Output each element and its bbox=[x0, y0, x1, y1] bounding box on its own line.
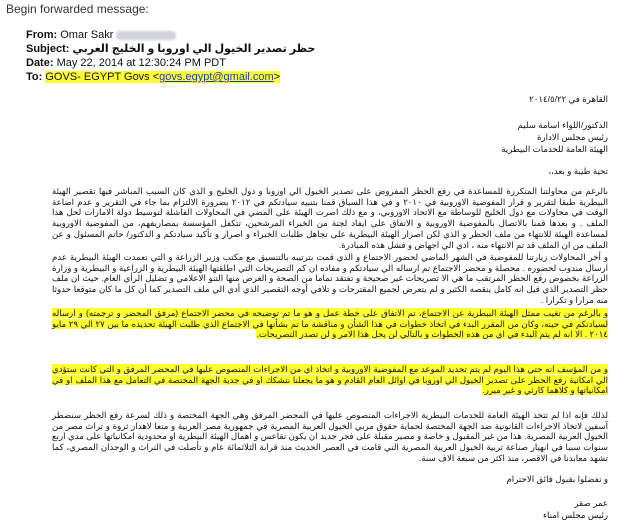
recipient-line-1: الدكتور/اللواء اسامة سليم bbox=[517, 120, 608, 130]
redacted-email bbox=[116, 31, 176, 40]
to-email-link[interactable]: govs.egypt@gmail.com bbox=[159, 71, 274, 83]
from-name[interactable]: Omar Sakr bbox=[60, 29, 114, 41]
subject-key: Subject: bbox=[26, 43, 70, 55]
paragraph-5: لذلك فإنه اذا لم تتخذ الهيئة العامة للخدمات البيطرية الاجراءات المنصوص عليها في المحضر المرفق وهي الجهة المختصة و ذلك لسرعة رفع الحظر سنضطر آسفين لاتخاذ الاجراءات القانونية ضد الجهة المختصة لحماية حقوق مربي الخيول العربية المصرية في جمهورية مصر العربية و منعا لاهدار ثروة و تراث مصر من الخيول العربية المصرية. هذا من غير المقبول و خاصة و مصير مقبلة على فجر جديد ان يكون تقاعس و اهمال الهيئة البيطرية او محدودية امكانياتها على مدي اربع سنوات سببا في انهيار صناعة تربية الخيول العربية المصرية التي قامت في العصر الحديث منذ قرابة الثلاثمائة عام و تأصلت في التراث و الوجدان المصري، كما تشهد معابدنا في الاقصر، منذ اكثر من سبعة الاف سنة. bbox=[52, 410, 608, 463]
recipient-line-2: رئيس مجلس الادارة bbox=[537, 132, 608, 142]
greeting: تحية طيبة و بعد،، bbox=[548, 166, 608, 176]
closing: و تفضلوا بقبول فائق الاحترام bbox=[506, 474, 608, 484]
from-key: From: bbox=[26, 29, 58, 41]
paragraph-4-text: و من المؤسف انه حتي هذا اليوم لم يتم تحديد الموعد مع المفوضية الاوروبية و اتخاذ اي من الاجراءات المنصوص عليها في المحضر المرفق و التي كانت ستؤدي الي امكانية رفع الحظر على تصدير الخيول الي اوروبا في اوائل العام القادم و هو ما يجعلنا نتشكك او في جدية الجهة المختصة في التعامل مع هذا الملف او في امكانياتها و كلاهما كارثي و غير مبرر. bbox=[52, 364, 608, 396]
paragraph-4 bbox=[52, 364, 608, 396]
to-row: To: GOVS- EGYPT Govs <govs.egypt@gmail.com> bbox=[26, 71, 281, 83]
paragraph-3 bbox=[52, 308, 608, 340]
place-date: القاهرة في ٢٠١٤/٥/٢٢ bbox=[529, 94, 608, 104]
forwarded-label: Begin forwarded message: bbox=[6, 2, 149, 16]
paragraph-1: بالرغم من محاولتنا المتكررة للمساعدة في رفع الحظر المفروض على تصدير الخيول الي اوروبا و دول الخليج و الذي كان السبب المباشر فيها تقصير الهيئة البيطرية طبقا لتقرير و قرار المفوضية الاوروبية في ٢٠١٠ و في هذا السياق قمنا بتنبيه سيادتكم في ٢٠١٢ بضرورة الالتزام بما جاء في التقرير و عدم اضاعة الوقت في محاولات مع دول الخليج للوساطة مع الاتحاد الاوروبي، و مع ذلك اصرت الهيئة على المضي في المحاولات الفاشلة لتوسيط دولة الامارات لحل هذا الملف . و بعدها قمنا بالاتصال بالمفوضية الاوروبية و الاتفاق على ايفاد لجنة من الخبراء المرشحين، تتكفل المؤسسة بمصاريفهم، من المفوضية الاوروبية لمساعدة الهيئة للانتهاء من ملف الحظر و الذي لكن اصرار الهيئة البيطرية على تجاهل طلبات الخبراء و اصرار و تأكيد سيادتكم و الدكتور/ حاتم المسئول و عن الملف من ان الملف قد تم الانتهاء منه ، ادي الي اجهاض و فشل هذه المبادرة. bbox=[52, 186, 608, 250]
subject-value: حظر تصدير الخيول الي اوروبا و الخليج العربي bbox=[72, 43, 316, 55]
recipient-line-3: الهيئة العامة للخدمات البيطرية bbox=[501, 144, 608, 154]
date-key: Date: bbox=[26, 57, 54, 69]
date-value: May 22, 2014 at 12:30:24 PM PDT bbox=[56, 57, 226, 69]
signature-title: رئيس مجلس امناء bbox=[542, 510, 608, 520]
paragraph-2: و أخر المحاولات زيارتنا للمفوضية في الشهر الماضي لحضور الاجتماع و الذي قمت بترتيبه بالتنسيق مع مكتب وزير الزراعة و التي تعمدت الهيئة البيطرية عدم ارسال مندوب لحضوره . محصلة و محضر الاجتماع تم ارساله الي سيادتكم و مفاده ان كم التصريحات التي اطلقتها الهيئة البيطرية و الزراعية و البيطرية و وزارة الزراعة بخصوص رفع الحظر المرتقب ما هي الا تصريحات غير صحيحة و تفتقد تماما من الصحة و الغرض منها التنو الاعلامي و تضليل الرأي العام. حيث ان ملف حظر التصدير الذي قيل انه كامل ينقصه الكثير و لم يتعرض لجميع المقترحات و تلافي أوجه التقصير الذي أدي الي ملف التصدير كما أن كل ما كان متوقعا حدوثا منه مرارا و تكرارا . bbox=[52, 252, 608, 305]
signature-name: عمر صقر bbox=[574, 498, 608, 508]
paragraph-3-text: و بالرغم من تغيب ممثل الهيئة البيطرية عن الاجتماع، تم الاتفاق على خطة عمل و هو ما تم توضيحه في محضر الاجتماع (مرفق المحضر و ترجمته) و ارساله لسيادتكم في حينه، وكان من المقرر البدء في اتخاذ خطوات في هذا الشأن و مناقشة ما تم بشأنها في الاجتماع الذي طلبت الهيئة تحديده ما بين ٢٧ الي ٢٩ مايو ٢٠١٤ . الا انه لم يتم البدء في اي من هذه الخطوات و بالتالي لن يحل هذا الامر و لن تصدر التصريحات. bbox=[52, 308, 609, 340]
subject-row bbox=[26, 42, 315, 56]
date-row bbox=[26, 56, 226, 70]
to-name[interactable]: GOVS- EGYPT Govs bbox=[45, 71, 150, 83]
to-key: To: bbox=[26, 71, 43, 83]
from-row bbox=[26, 28, 176, 42]
